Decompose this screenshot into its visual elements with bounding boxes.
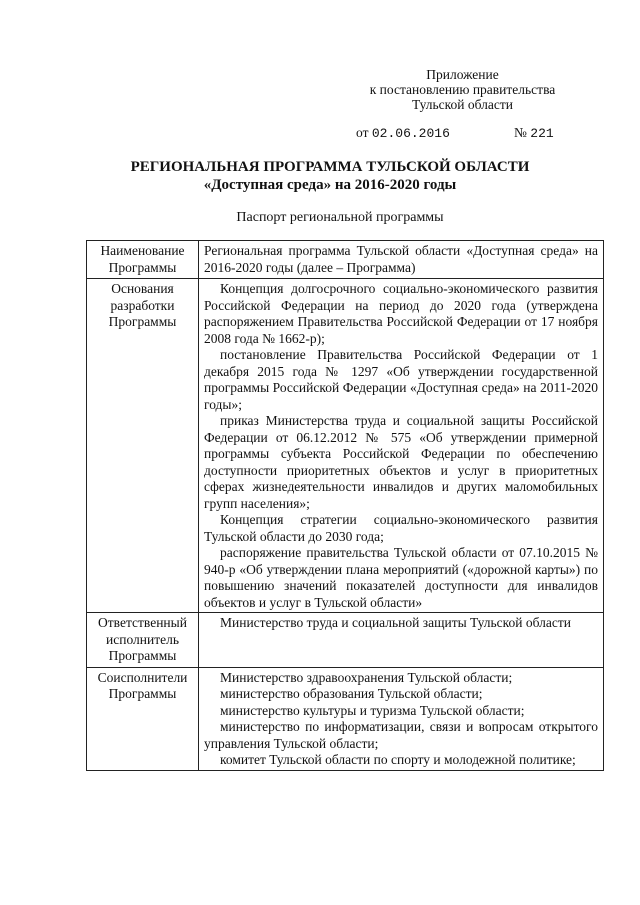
table-row <box>87 279 604 613</box>
row-value <box>199 613 604 668</box>
value-paragraph: Региональная программа Тульской области «Доступная среда» на 2016-2020 годы (далее – Программа) <box>204 243 598 275</box>
row-value <box>199 279 604 613</box>
decree-line <box>356 125 566 141</box>
decree-number-group <box>514 125 554 141</box>
table-row <box>87 613 604 668</box>
passport-heading: Паспорт региональной программы <box>236 210 444 225</box>
decree-number: 221 <box>530 126 554 141</box>
table-row <box>87 667 604 770</box>
row-label: Наименование Программы <box>87 241 199 279</box>
row-value <box>199 241 604 279</box>
row-label: Ответственный исполнитель Программы <box>87 613 199 668</box>
title-line-2: «Доступная среда» на 2016-2020 годы <box>203 177 457 193</box>
value-paragraph: комитет Тульской области по спорту и молодежной политике; <box>220 752 576 767</box>
passport-table <box>86 240 604 771</box>
value-paragraph: министерство культуры и туризма Тульской области; <box>220 702 525 718</box>
value-paragraph: постановление Правительства Российской Федерации от 1 декабря 2015 года № 1297 «Об утверждении государственной программы Российской Федерации «Доступная среда» на 2011-2020 годы»; <box>204 347 598 412</box>
number-prefix: № <box>514 125 527 140</box>
program-title <box>120 158 540 194</box>
row-value <box>199 667 604 770</box>
value-paragraph: Министерство труда и социальной защиты Тульской области <box>220 615 572 630</box>
appendix-line: Тульской области <box>412 97 513 112</box>
row-label: Основания разработки Программы <box>87 279 199 613</box>
decree-date: 02.06.2016 <box>371 126 450 141</box>
value-paragraph: министерство образования Тульской области; <box>220 686 483 701</box>
value-paragraph: приказ Министерства труда и социальной защиты Российской Федерации от 06.12.2012 № 575 «Об утверждении примерной программы субъекта Российской Федерации по обеспечению доступности приоритетных объектов и услуг в приоритетных сферах жизнедеятельности инвалидов и других маломобильных групп населения»; <box>204 413 598 511</box>
appendix-line: к постановлению правительства <box>369 82 556 97</box>
row-label: Соисполнители Программы <box>87 667 199 770</box>
value-paragraph: Концепция долгосрочного социально-экономического развития Российской Федерации на период до 2020 года (утверждена распоряжением Правительства Российской Федерации от 17 ноября 2008 года № 1662-р); <box>204 281 598 346</box>
value-paragraph: Концепция стратегии социально-экономического развития Тульской области до 2030 года; <box>204 512 598 544</box>
value-paragraph: Министерство здравоохранения Тульской области; <box>220 669 513 685</box>
appendix-line: Приложение <box>426 67 499 82</box>
title-line-1: РЕГИОНАЛЬНАЯ ПРОГРАММА ТУЛЬСКОЙ ОБЛАСТИ <box>130 159 530 175</box>
value-paragraph: министерство по информатизации, связи и вопросам открытого управления Тульской области; <box>204 719 598 751</box>
date-prefix: от <box>356 125 369 140</box>
value-paragraph: распоряжение правительства Тульской области от 07.10.2015 № 940-р «Об утверждении плана мероприятий («дорожной карты») по повышению значений показателей доступности для инвалидов объектов и услуг в Тульской области» <box>204 545 598 610</box>
table-row <box>87 241 604 279</box>
appendix-header <box>350 67 575 112</box>
